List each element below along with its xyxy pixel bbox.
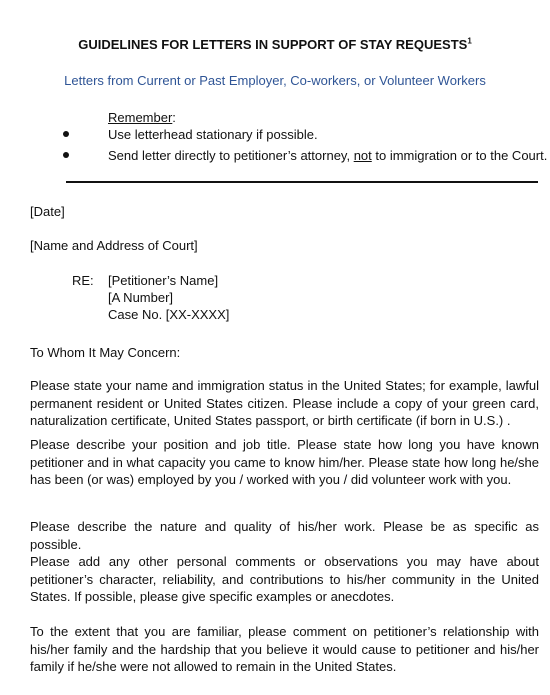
paragraph-family-hardship: To the extent that you are familiar, please comment on petitioner’s relationship with his/her family and the hardship that you believe it would cause to petitioner and his/her family if he/she were not allowed to remain in the United States. xyxy=(30,624,539,674)
document-title xyxy=(0,36,550,53)
reminder-list xyxy=(58,126,547,168)
re-line-case-number: Case No. [XX-XXXX] xyxy=(108,307,230,322)
paragraph-work-quality: Please describe the nature and quality of his/her work. Please be as specific as possible. xyxy=(30,519,539,552)
remember-colon: : xyxy=(172,110,176,125)
title-footnote-marker: 1 xyxy=(467,36,472,46)
reminder-text-before: Send letter directly to petitioner’s attorney, xyxy=(108,148,354,163)
re-label: RE: xyxy=(72,273,94,288)
bullet-icon xyxy=(63,131,69,137)
reminder-text: Use letterhead stationary if possible. xyxy=(108,127,318,142)
date-placeholder: [Date] xyxy=(30,204,65,219)
re-block xyxy=(108,272,229,323)
bullet-icon xyxy=(63,152,69,158)
reminder-item xyxy=(58,147,547,168)
document-subtitle: Letters from Current or Past Employer, Co-workers, or Volunteer Workers xyxy=(64,73,486,88)
salutation: To Whom It May Concern: xyxy=(30,345,181,360)
court-address-placeholder: [Name and Address of Court] xyxy=(30,238,198,253)
reminder-item xyxy=(58,126,547,147)
remember-heading xyxy=(108,109,176,126)
paragraph-position: Please describe your position and job title. Please state how long you have known petitioner and in what capacity you came to know him/her. Please state how long he/she has been (or was) employed by you / worked with you / did volunteer work with you. xyxy=(30,437,539,487)
paragraph-personal-comments: Please add any other personal comments or observations you may have about petitioner’s character, reliability, and contributions to his/her community in the United States. If possible, please give specific examples or anecdotes. xyxy=(30,554,539,604)
divider-rule xyxy=(66,181,538,183)
re-line-petitioner-name: [Petitioner’s Name] xyxy=(108,273,219,288)
title-text: GUIDELINES FOR LETTERS IN SUPPORT OF STAY REQUESTS xyxy=(78,37,468,52)
re-line-a-number: [A Number] xyxy=(108,290,174,305)
reminder-text-emphasis: not xyxy=(353,148,372,163)
remember-label: Remember xyxy=(108,110,173,125)
paragraph-identity: Please state your name and immigration status in the United States; for example, lawful permanent resident or United States citizen. Please include a copy of your green card, naturalization certificate, United States passport, or birth certificate (if born in U.S.) . xyxy=(30,378,539,428)
reminder-text-after: to immigration or to the Court. xyxy=(371,148,548,163)
